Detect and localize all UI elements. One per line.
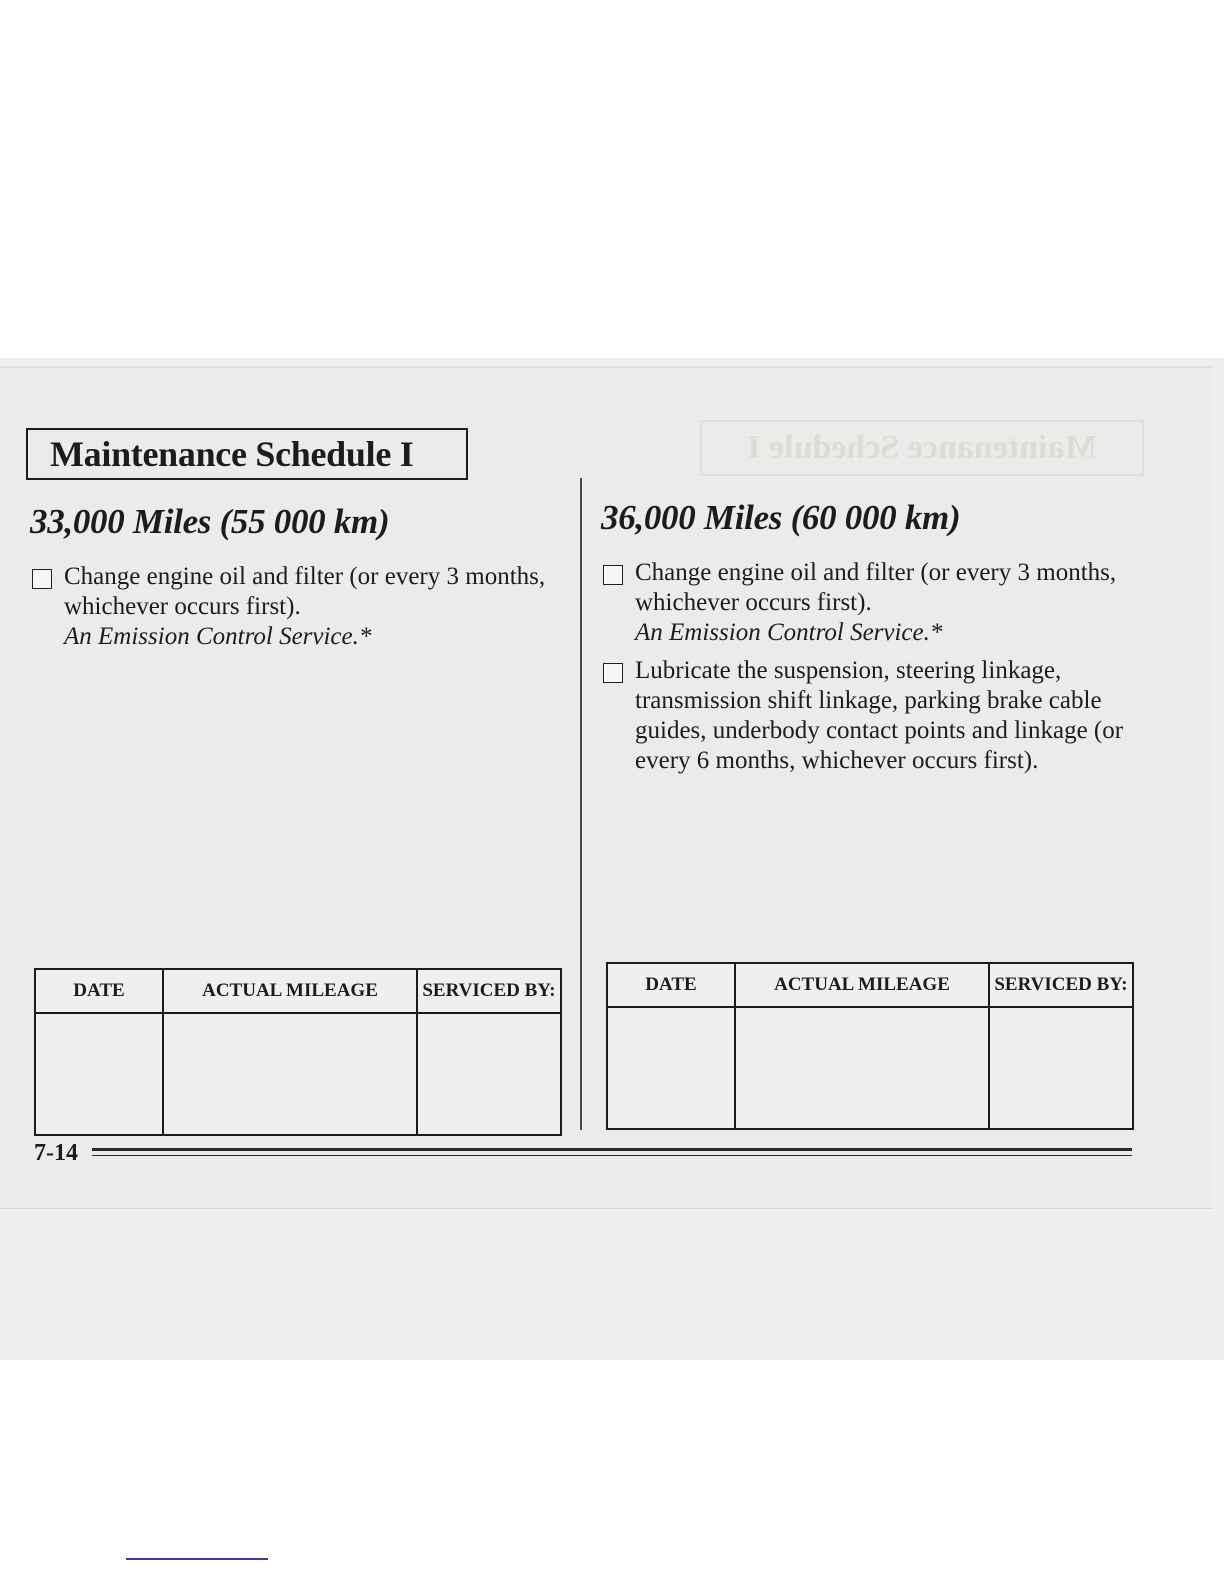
checklist-item	[601, 558, 1141, 648]
serviced-by-header: SERVICED BY:	[417, 969, 561, 1013]
bleed-through-title: Maintenance Schedule I	[700, 420, 1144, 476]
mileage-cell[interactable]	[735, 1007, 989, 1129]
serviced-by-cell[interactable]	[417, 1013, 561, 1135]
footer-rule	[92, 1148, 1132, 1156]
mileage-header: ACTUAL MILEAGE	[163, 969, 417, 1013]
page-number: 7-14	[34, 1140, 78, 1166]
mileage-header: ACTUAL MILEAGE	[735, 963, 989, 1007]
item-text: Change engine oil and filter (or every 3 months, whichever occurs first).	[64, 563, 546, 620]
column-divider	[580, 478, 582, 1130]
item-text: Change engine oil and filter (or every 3 months, whichever occurs first).	[635, 559, 1117, 616]
mileage-heading-right: 36,000 Miles (60 000 km)	[601, 498, 961, 537]
scanned-page	[0, 358, 1224, 1360]
left-column	[30, 500, 560, 660]
checkbox[interactable]	[603, 565, 623, 585]
table-header-row	[607, 963, 1133, 1007]
checklist-item	[601, 656, 1141, 776]
date-header: DATE	[35, 969, 163, 1013]
link-underline[interactable]	[126, 1558, 268, 1560]
date-cell[interactable]	[35, 1013, 163, 1135]
checkbox[interactable]	[32, 569, 52, 589]
serviced-by-header: SERVICED BY:	[989, 963, 1133, 1007]
table-header-row	[35, 969, 561, 1013]
mileage-heading-left: 33,000 Miles (55 000 km)	[30, 502, 390, 541]
checkbox[interactable]	[603, 663, 623, 683]
scan-background	[0, 1209, 1224, 1349]
item-note: An Emission Control Service.*	[635, 619, 943, 646]
mileage-cell[interactable]	[163, 1013, 417, 1135]
item-text: Lubricate the suspension, steering linkage, transmission shift linkage, parking brake cable guides, underbody contact points and linkage (or every 6 months, whichever occurs first).	[635, 657, 1124, 774]
manual-page	[0, 366, 1212, 1211]
right-column	[601, 496, 1141, 784]
service-log-table-right	[606, 962, 1134, 1130]
date-cell[interactable]	[607, 1007, 735, 1129]
item-note: An Emission Control Service.*	[64, 623, 372, 650]
service-log-table-left	[34, 968, 562, 1136]
section-title: Maintenance Schedule I	[26, 428, 468, 480]
serviced-by-cell[interactable]	[989, 1007, 1133, 1129]
table-row	[607, 1007, 1133, 1129]
table-row	[35, 1013, 561, 1135]
date-header: DATE	[607, 963, 735, 1007]
checklist-item	[30, 562, 560, 652]
